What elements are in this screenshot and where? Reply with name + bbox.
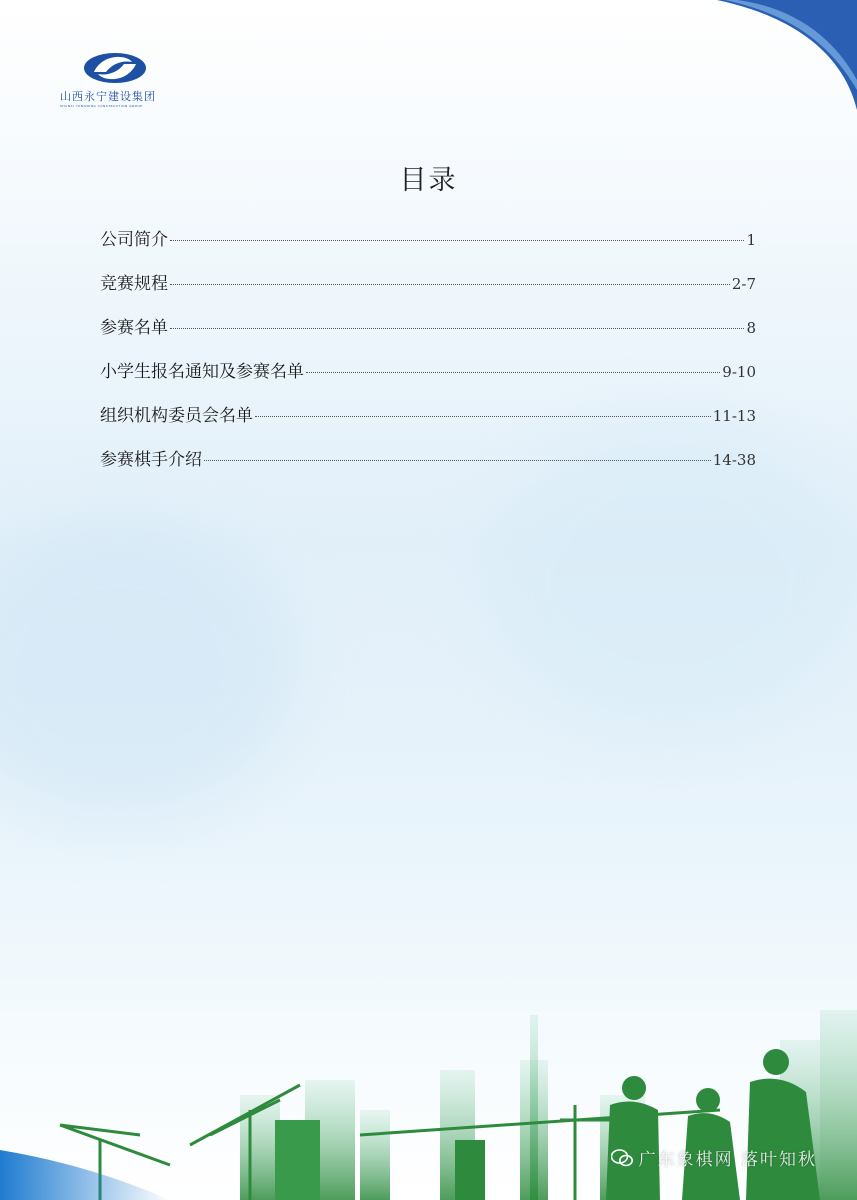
background-blob (0, 520, 300, 820)
corner-decoration (717, 0, 857, 110)
toc-leader-dots (255, 416, 711, 417)
toc-item[interactable] (100, 313, 756, 357)
toc-item[interactable] (100, 225, 756, 269)
toc-item-label: 参赛名单 (100, 318, 168, 338)
page-title: 目录 (399, 165, 458, 196)
toc-item[interactable] (100, 357, 756, 401)
table-of-contents (100, 225, 756, 489)
toc-item-label: 竞赛规程 (100, 274, 168, 294)
toc-leader-dots (204, 460, 711, 461)
toc-item[interactable] (100, 445, 756, 489)
construction-skyline (0, 1000, 857, 1200)
toc-item-page: 1 (746, 231, 756, 249)
toc-item[interactable] (100, 401, 756, 445)
watermark-text: 广东象棋网 落叶知秋 (638, 1150, 817, 1170)
company-logo (60, 50, 170, 108)
toc-item-page: 9-10 (722, 363, 756, 381)
toc-item-page: 14-38 (712, 451, 756, 469)
wechat-watermark (611, 1145, 817, 1170)
toc-item-label: 组织机构委员会名单 (100, 406, 253, 426)
toc-item-page: 2-7 (731, 275, 756, 293)
toc-leader-dots (170, 240, 744, 241)
toc-leader-dots (306, 372, 720, 373)
logo-subtitle: SHANXI YONGNING CONSTRUCTION GROUP (60, 104, 143, 108)
toc-leader-dots (170, 328, 744, 329)
toc-item-label: 公司简介 (100, 230, 168, 250)
toc-leader-dots (170, 284, 730, 285)
logo-icon (82, 50, 148, 86)
toc-item-page: 11-13 (712, 407, 756, 425)
toc-item-page: 8 (746, 319, 756, 337)
logo-name: 山西永宁建设集团 (60, 90, 156, 103)
toc-item-label: 小学生报名通知及参赛名单 (100, 362, 304, 382)
toc-item[interactable] (100, 269, 756, 313)
toc-item-label: 参赛棋手介绍 (100, 450, 202, 470)
wechat-icon (611, 1149, 633, 1167)
